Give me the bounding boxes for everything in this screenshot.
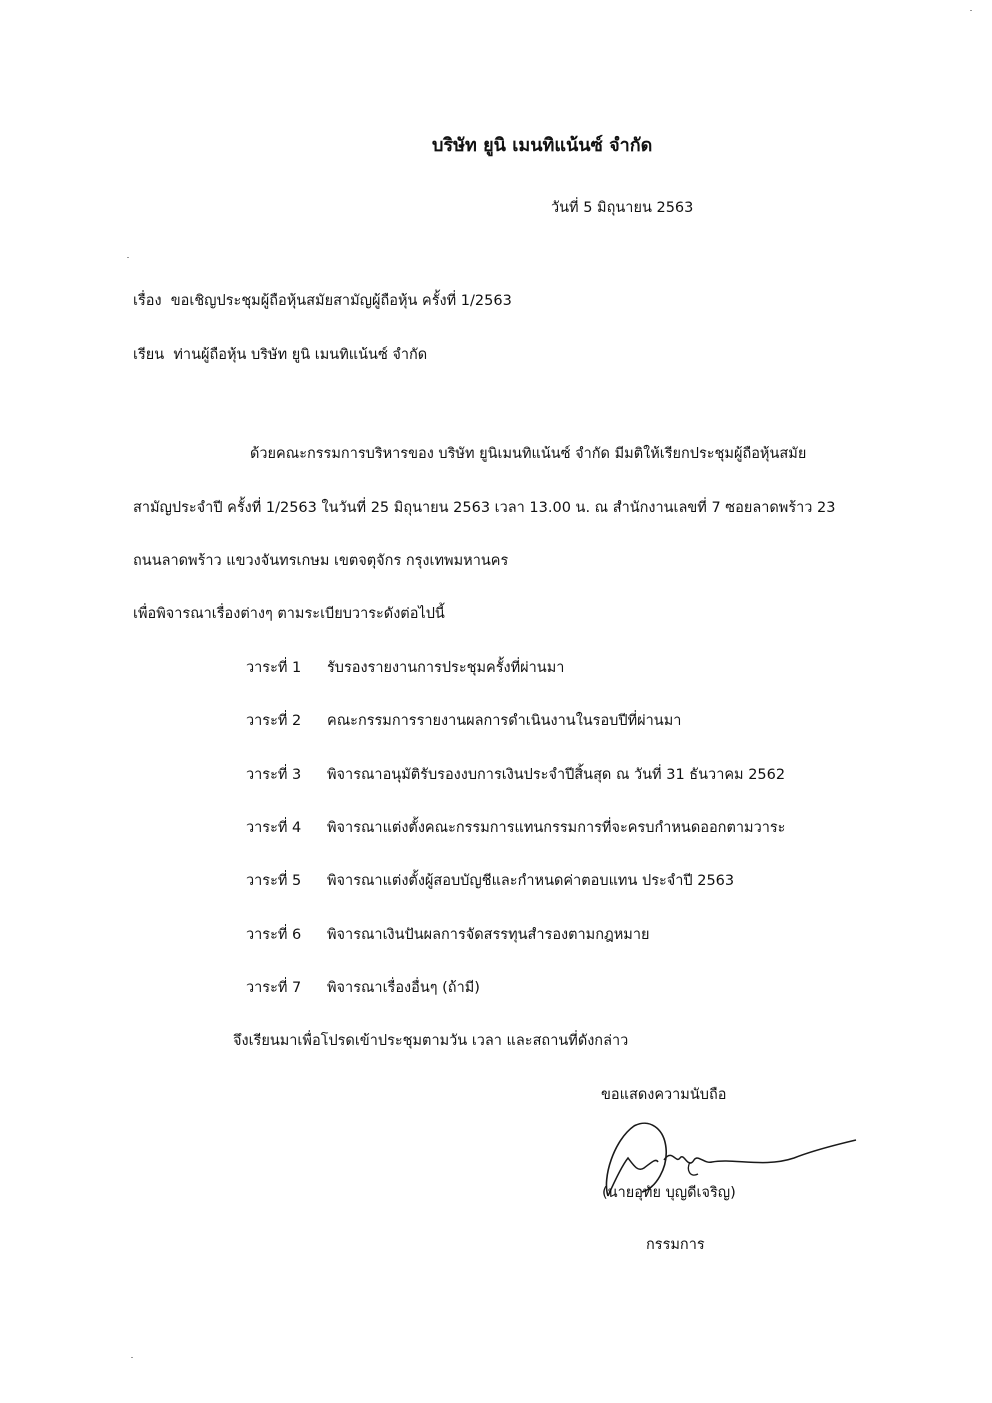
agenda-number: วาระที่ 7 (246, 980, 302, 996)
scan-speck (127, 257, 129, 258)
recipient-label: เรียน (133, 347, 165, 363)
letter-date: วันที่ 5 มิถุนายน 2563 (551, 200, 694, 216)
body-line-1: ด้วยคณะกรรมการบริหารของ บริษัท ยูนิเมนทิแน้นซ์ จำกัด มีมติให้เรียกประชุมผู้ถือหุ้นสมัย (250, 446, 807, 462)
agenda-number: วาระที่ 3 (246, 767, 302, 783)
closing-invitation: จึงเรียนมาเพื่อโปรดเข้าประชุมตามวัน เวลา และสถานที่ดังกล่าว (233, 1033, 629, 1049)
scan-speck (131, 1357, 133, 1358)
subject-text: ขอเชิญประชุมผู้ถือหุ้นสมัยสามัญผู้ถือหุ้น ครั้งที่ 1/2563 (170, 293, 512, 309)
recipient-text: ท่านผู้ถือหุ้น บริษัท ยูนิ เมนทิแน้นซ์ จำกัด (173, 347, 428, 363)
company-title: บริษัท ยูนิ เมนทิแน้นซ์ จำกัด (432, 135, 653, 156)
subject-line (133, 292, 512, 310)
agenda-number: วาระที่ 6 (246, 927, 302, 943)
agenda-text: พิจารณาแต่งตั้งคณะกรรมการแทนกรรมการที่จะครบกำหนดออกตามวาระ (327, 820, 786, 836)
body-line-4: เพื่อพิจารณาเรื่องต่างๆ ตามระเบียบวาระดังต่อไปนี้ (133, 606, 445, 622)
subject-label: เรื่อง (133, 293, 162, 309)
agenda-text: รับรองรายงานการประชุมครั้งที่ผ่านมา (327, 660, 565, 676)
agenda-number: วาระที่ 1 (246, 660, 302, 676)
signer-title: กรรมการ (646, 1237, 705, 1253)
agenda-text: คณะกรรมการรายงานผลการดำเนินงานในรอบปีที่ผ่านมา (327, 713, 682, 729)
agenda-text: พิจารณาแต่งตั้งผู้สอบบัญชีและกำหนดค่าตอบแทน ประจำปี 2563 (327, 873, 735, 889)
agenda-number: วาระที่ 4 (246, 820, 302, 836)
signer-name: (นายอุทัย บุญดีเจริญ) (602, 1185, 736, 1201)
agenda-text: พิจารณาอนุมัติรับรองงบการเงินประจำปีสิ้นสุด ณ วันที่ 31 ธันวาคม 2562 (327, 767, 786, 783)
agenda-text: พิจารณาเรื่องอื่นๆ (ถ้ามี) (327, 980, 480, 996)
agenda-text: พิจารณาเงินปันผลการจัดสรรทุนสำรองตามกฎหมาย (327, 927, 650, 943)
closing-regards: ขอแสดงความนับถือ (601, 1087, 727, 1103)
scan-speck (970, 10, 972, 11)
agenda-number: วาระที่ 2 (246, 713, 302, 729)
body-line-2: สามัญประจำปี ครั้งที่ 1/2563 ในวันที่ 25 มิถุนายน 2563 เวลา 13.00 น. ณ สำนักงานเลขที่ 7 ซอยลาดพร้าว 23 (133, 500, 836, 516)
recipient-line (133, 346, 427, 364)
agenda-number: วาระที่ 5 (246, 873, 302, 889)
body-line-3: ถนนลาดพร้าว แขวงจันทรเกษม เขตจตุจักร กรุงเทพมหานคร (133, 553, 509, 569)
